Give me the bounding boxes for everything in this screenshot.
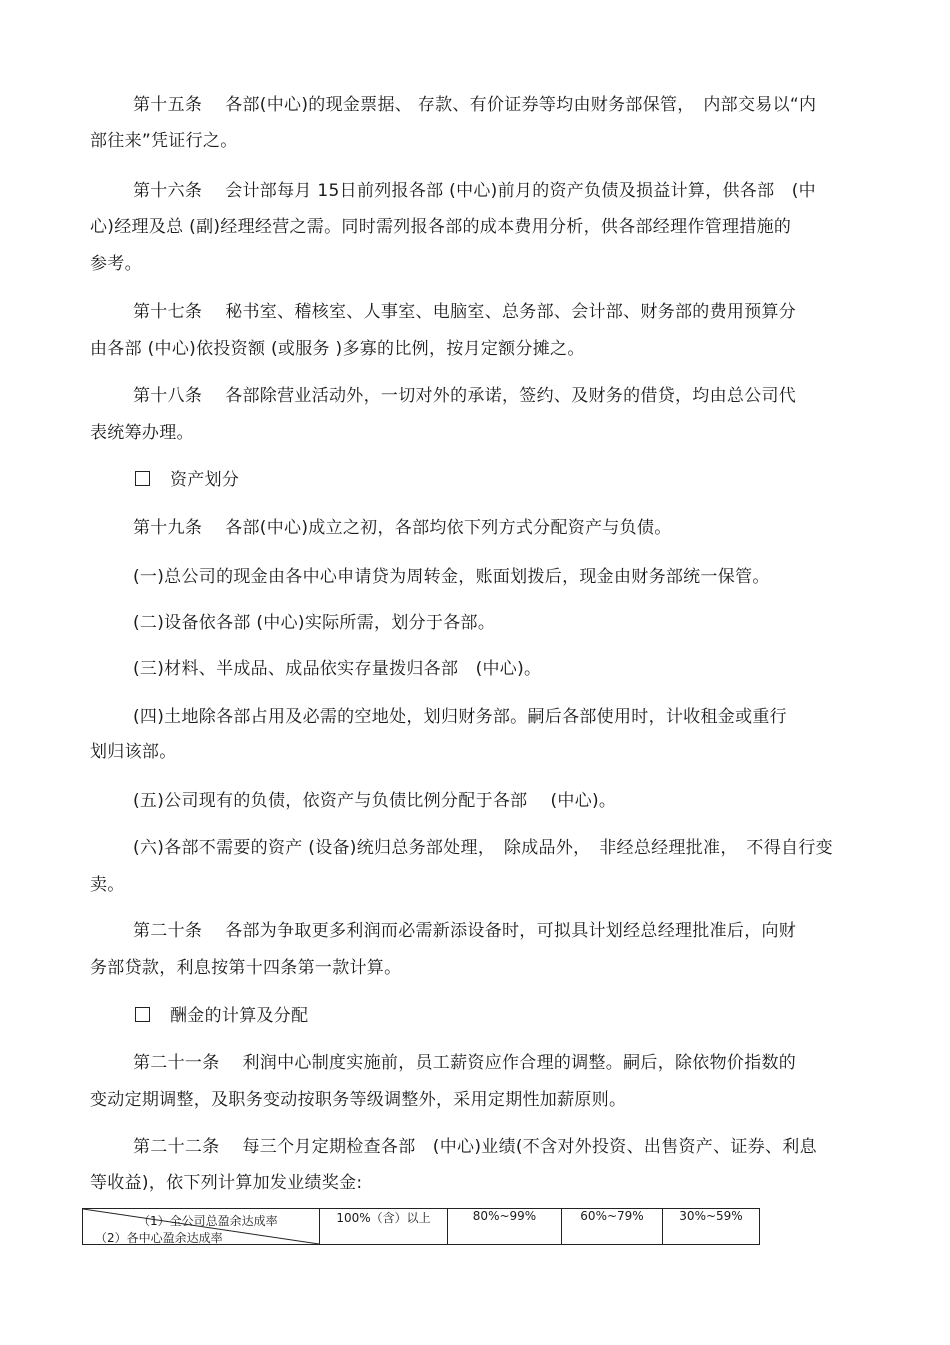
corner-label-center: （2）各中心盈余达成率 [95,1231,223,1245]
article-21-line-1: 第二十一条 利润中心制度实施前，员工薪资应作合理的调整。嗣后，除依物价指数的 [133,1053,797,1073]
corner-label-company: （1）全公司总盈余达成率 [138,1214,278,1228]
clause-3: (三)材料、半成品、成品依实存量拨归各部 (中心)。 [133,659,542,679]
checkbox-square-icon [135,471,150,486]
article-22-line-1: 第二十二条 每三个月定期检查各部 (中心)业绩(不含对外投资、出售资产、证券、利息 [133,1137,817,1157]
section-heading-label: 资产划分 [170,470,240,490]
bonus-rate-table [82,1208,760,1245]
article-18-line-1: 第十八条 各部除营业活动外，一切对外的承诺，签约、及财务的借贷，均由总公司代 [133,386,797,406]
article-16-line-1: 第十六条 会计部每月 15日前列报各部 (中心)前月的资产负债及损益计算，供各部 (中 [133,181,816,201]
column-header: 80%~99% [448,1209,562,1245]
checkbox-square-icon [135,1007,150,1022]
column-header: 30%~59% [663,1209,760,1245]
section-heading-label: 酬金的计算及分配 [170,1006,309,1026]
table-row [83,1209,760,1245]
clause-1: (一)总公司的现金由各中心申请贷为周转金，账面划拨后，现金由财务部统一保管。 [133,567,770,587]
article-21-line-2: 变动定期调整，及职务变动按职务等级调整外，采用定期性加薪原则。 [90,1090,627,1110]
column-header: 100%（含）以上 [320,1209,448,1245]
section-heading-asset-division [135,469,239,491]
article-20-line-2: 务部贷款，利息按第十四条第一款计算。 [90,958,402,978]
clause-4-line-1: (四)土地除各部占用及必需的空地处，划归财务部。嗣后各部使用时，计收租金或重行 [133,707,787,727]
article-22-line-2: 等收益)，依下列计算加发业绩奖金: [90,1173,363,1193]
article-17-line-2: 由各部 (中心)依投资额 (或服务 )多寡的比例，按月定额分摊之。 [90,339,585,359]
clause-6-line-2: 卖。 [90,875,125,895]
article-15-line-1: 第十五条 各部(中心)的现金票据、 存款、有价证券等均由财务部保管， 内部交易以“内 [133,95,817,115]
section-heading-compensation [135,1005,308,1027]
column-header: 60%~79% [562,1209,663,1245]
article-18-line-2: 表统筹办理。 [90,423,194,443]
article-20-line-1: 第二十条 各部为争取更多利润而必需新添设备时，可拟具计划经总经理批准后，向财 [133,921,797,941]
clause-6-line-1: (六)各部不需要的资产 (设备)统归总务部处理， 除成品外， 非经总经理批准， 不得自行变 [133,838,833,858]
article-16-line-2: 心)经理及总 (副)经理经营之需。同时需列报各部的成本费用分析，供各部经理作管理措施的 [90,217,792,237]
clause-4-line-2: 划归该部。 [90,742,177,762]
article-19: 第十九条 各部(中心)成立之初，各部均依下列方式分配资产与负债。 [133,518,672,538]
clause-2: (二)设备依各部 (中心)实际所需，划分于各部。 [133,613,496,633]
article-16-line-3: 参考。 [90,254,142,274]
article-17-line-1: 第十七条 秘书室、稽核室、人事室、电脑室、总务部、会计部、财务部的费用预算分 [133,302,797,322]
table-corner-cell [83,1209,320,1245]
article-15-line-2: 部往来”凭证行之。 [90,131,238,151]
clause-5: (五)公司现有的负债，依资产与负债比例分配于各部 (中心)。 [133,791,617,811]
